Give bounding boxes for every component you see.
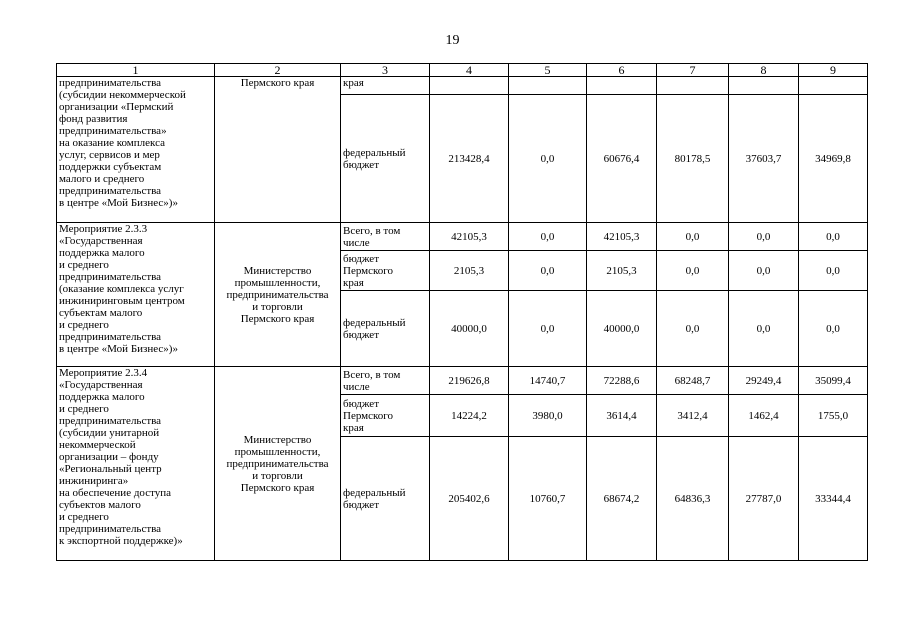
- funding-source: федеральный бюджет: [341, 95, 430, 223]
- value-cell: 0,0: [657, 251, 729, 291]
- value-cell: 0,0: [729, 291, 799, 367]
- budget-table: [56, 63, 868, 561]
- funding-source: Всего, в том числе: [341, 223, 430, 251]
- value-cell: 60676,4: [587, 95, 657, 223]
- value-cell: 0,0: [509, 223, 587, 251]
- value-cell: 0,0: [799, 223, 868, 251]
- value-cell: [509, 77, 587, 95]
- measure-name: предпринимательства (субсидии некоммерческой организации «Пермский фонд развития предпринимательства» на оказание комплекса услуг, сервисов и мер поддержки субъектам малого и среднего предпринимательства в центре «Мой Бизнес»)»: [57, 77, 215, 223]
- value-cell: 72288,6: [587, 367, 657, 395]
- value-cell: 33344,4: [799, 437, 868, 561]
- value-cell: 3614,4: [587, 395, 657, 437]
- header-row: [57, 64, 868, 77]
- value-cell: 1755,0: [799, 395, 868, 437]
- page-number: 19: [445, 33, 460, 48]
- value-cell: 2105,3: [430, 251, 509, 291]
- value-cell: [587, 77, 657, 95]
- funding-source: края: [341, 77, 430, 95]
- header-cell: 5: [509, 64, 587, 77]
- value-cell: [657, 77, 729, 95]
- executor-name: Пермского края: [215, 77, 341, 223]
- value-cell: 29249,4: [729, 367, 799, 395]
- table-row: [57, 367, 868, 395]
- header-cell: 1: [57, 64, 215, 77]
- value-cell: 34969,8: [799, 95, 868, 223]
- header-cell: 2: [215, 64, 341, 77]
- value-cell: 1462,4: [729, 395, 799, 437]
- value-cell: 3980,0: [509, 395, 587, 437]
- value-cell: 213428,4: [430, 95, 509, 223]
- table-row: [57, 223, 868, 251]
- value-cell: 0,0: [657, 291, 729, 367]
- value-cell: 35099,4: [799, 367, 868, 395]
- value-cell: 0,0: [509, 291, 587, 367]
- value-cell: 40000,0: [587, 291, 657, 367]
- header-cell: 3: [341, 64, 430, 77]
- value-cell: 40000,0: [430, 291, 509, 367]
- value-cell: 2105,3: [587, 251, 657, 291]
- value-cell: 3412,4: [657, 395, 729, 437]
- value-cell: 14224,2: [430, 395, 509, 437]
- value-cell: 80178,5: [657, 95, 729, 223]
- header-cell: 4: [430, 64, 509, 77]
- value-cell: 219626,8: [430, 367, 509, 395]
- value-cell: 42105,3: [430, 223, 509, 251]
- value-cell: 0,0: [509, 251, 587, 291]
- value-cell: 0,0: [799, 291, 868, 367]
- funding-source: бюджет Пермского края: [341, 251, 430, 291]
- value-cell: 0,0: [729, 223, 799, 251]
- value-cell: [430, 77, 509, 95]
- funding-source: бюджет Пермского края: [341, 395, 430, 437]
- header-cell: 8: [729, 64, 799, 77]
- value-cell: 42105,3: [587, 223, 657, 251]
- value-cell: 0,0: [729, 251, 799, 291]
- value-cell: [799, 77, 868, 95]
- funding-source: федеральный бюджет: [341, 291, 430, 367]
- value-cell: 0,0: [509, 95, 587, 223]
- executor-name: Министерство промышленности, предпринимательства и торговли Пермского края: [215, 223, 341, 367]
- header-cell: 6: [587, 64, 657, 77]
- value-cell: 0,0: [657, 223, 729, 251]
- measure-name: Мероприятие 2.3.3 «Государственная поддержка малого и среднего предпринимательства (оказание комплекса услуг инжиниринговым центром субъектам малого и среднего предпринимательства в центре «Мой Бизнес»)»: [57, 223, 215, 367]
- table-row: [57, 77, 868, 95]
- header-cell: 9: [799, 64, 868, 77]
- value-cell: 14740,7: [509, 367, 587, 395]
- value-cell: 0,0: [799, 251, 868, 291]
- value-cell: 37603,7: [729, 95, 799, 223]
- value-cell: 10760,7: [509, 437, 587, 561]
- value-cell: 27787,0: [729, 437, 799, 561]
- value-cell: 68674,2: [587, 437, 657, 561]
- value-cell: 64836,3: [657, 437, 729, 561]
- funding-source: федеральный бюджет: [341, 437, 430, 561]
- executor-name: Министерство промышленности, предпринимательства и торговли Пермского края: [215, 367, 341, 561]
- value-cell: [729, 77, 799, 95]
- funding-source: Всего, в том числе: [341, 367, 430, 395]
- value-cell: 68248,7: [657, 367, 729, 395]
- measure-name: Мероприятие 2.3.4 «Государственная поддержка малого и среднего предпринимательства (субсидии унитарной некоммерческой организации – фонду «Региональный центр инжиниринга» на обеспечение доступа субъектов малого и среднего предпринимательства к экспортной поддержке)»: [57, 367, 215, 561]
- header-cell: 7: [657, 64, 729, 77]
- value-cell: 205402,6: [430, 437, 509, 561]
